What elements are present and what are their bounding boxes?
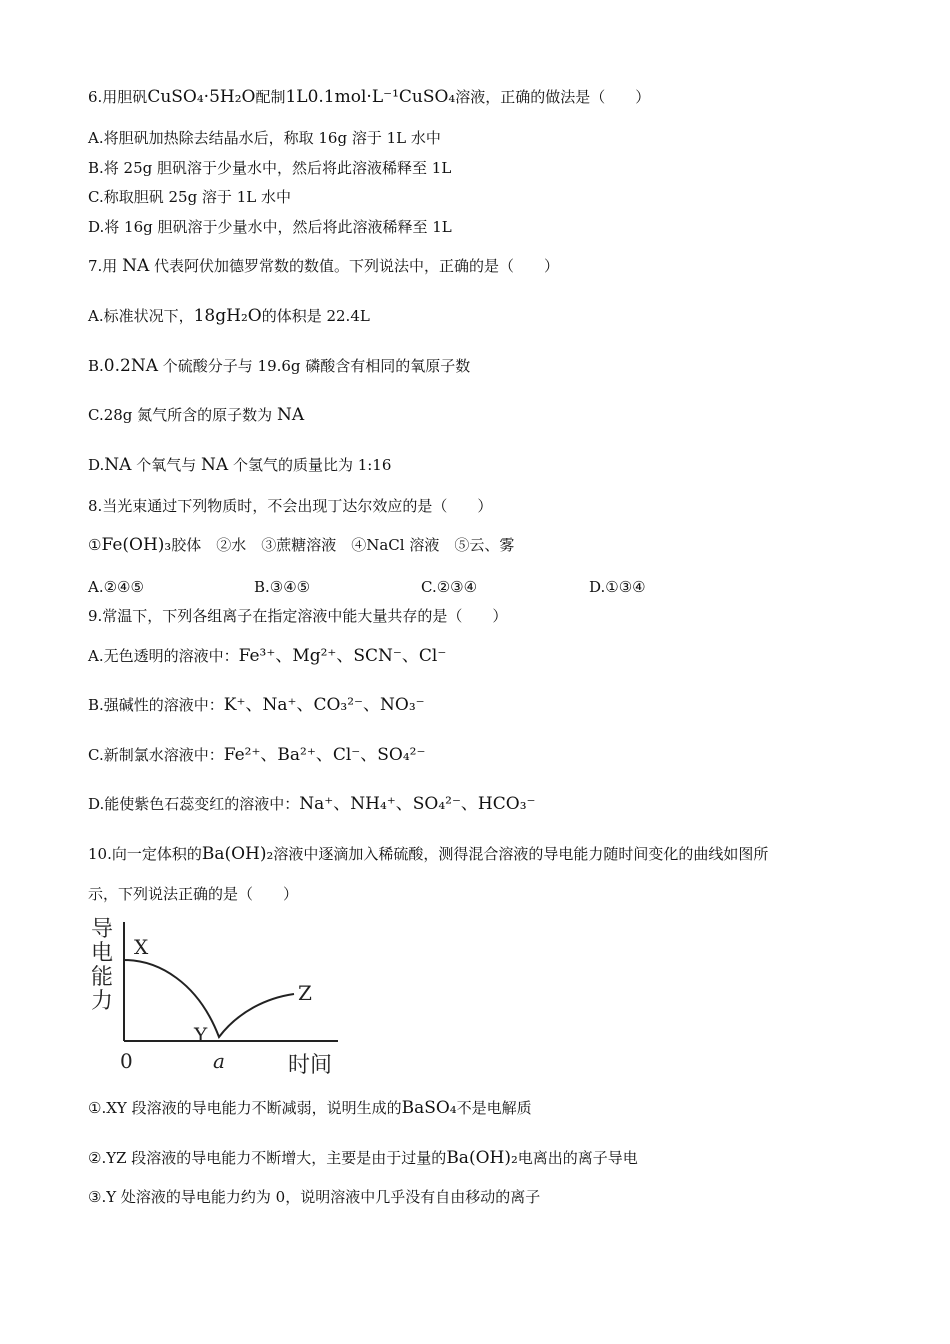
graph-label-a: a xyxy=(213,1049,225,1073)
graph-ylabel-3: 能 xyxy=(91,964,114,989)
q7-a-text-2: 的体积是 22.4L xyxy=(261,307,370,325)
q7-na: NA xyxy=(122,256,150,276)
q8-items xyxy=(88,534,514,556)
q9-option-b xyxy=(88,694,425,716)
q9-a-text: A.无色透明的溶液中： xyxy=(88,647,239,665)
q9-c-text: C.新制氯水溶液中： xyxy=(88,746,224,764)
q7-b-text-2: 个硫酸分子与 19.6g 磷酸含有相同的氧原子数 xyxy=(162,357,471,375)
q7-d-formula-1: NA xyxy=(104,455,132,475)
q6-stem xyxy=(88,86,650,108)
q8-items-text: ① xyxy=(88,536,102,554)
q10-stem xyxy=(88,843,768,865)
q9-b-ions: K⁺、Na⁺、CO₃²⁻、NO₃⁻ xyxy=(223,695,425,715)
q9-stem: 9.常温下，下列各组离子在指定溶液中能大量共存的是（ ） xyxy=(88,607,508,625)
q8-items-formula: Fe(OH)₃ xyxy=(101,535,172,555)
q10-s1-text-2: 不是电解质 xyxy=(456,1099,532,1117)
q6-stem-text-3: 溶液，正确的做法是（ ） xyxy=(455,88,651,106)
q9-option-d xyxy=(88,793,535,815)
graph-ylabel-4: 力 xyxy=(91,988,114,1013)
q8-items-text-2: 胶体 ②水 ③蔗糖溶液 ④NaCl 溶液 ⑤云、雾 xyxy=(171,536,515,554)
q7-option-b xyxy=(88,355,470,377)
q7-b-formula: 0.2NA xyxy=(103,356,158,376)
q9-c-ions: Fe²⁺、Ba²⁺、Cl⁻、SO₄²⁻ xyxy=(223,745,426,765)
graph-ylabel-1: 导 xyxy=(91,916,114,941)
graph-xlabel: 时间 xyxy=(288,1052,333,1077)
graph-curve xyxy=(124,960,294,1037)
q10-s2-text-2: 电离出的离子导电 xyxy=(517,1149,638,1167)
q9-d-ions: Na⁺、NH₄⁺、SO₄²⁻、HCO₃⁻ xyxy=(299,794,536,814)
q10-stem-formula: Ba(OH)₂ xyxy=(201,844,274,864)
graph-label-y: Y xyxy=(194,1023,208,1047)
q10-statement-3: ③.Y 处溶液的导电能力约为 0，说明溶液中几乎没有自由移动的离子 xyxy=(88,1188,541,1206)
q10-stem-continued: 示，下列说法正确的是（ ） xyxy=(88,885,299,903)
conductivity-graph xyxy=(88,912,348,1082)
q7-d-text: D. xyxy=(88,456,105,474)
graph-label-x: X xyxy=(134,935,149,959)
q9-d-text: D.能使紫色石蕊变红的溶液中： xyxy=(88,795,300,813)
q10-stem-text-2: 溶液中逐滴加入稀硫酸，测得混合溶液的导电能力随时间变化的曲线如图所 xyxy=(273,845,769,863)
q8-option-a: A.②④⑤ xyxy=(88,578,144,596)
q7-option-d xyxy=(88,454,391,476)
q7-stem-text-2: 代表阿伏加德罗常数的数值。下列说法中，正确的是（ ） xyxy=(154,257,560,275)
q10-statement-1 xyxy=(88,1097,532,1119)
q7-a-text: A.标准状况下， xyxy=(88,307,194,325)
q6-option-c: C.称取胆矾 25g 溶于 1L 水中 xyxy=(88,188,291,206)
q7-a-formula: 18gH₂O xyxy=(193,306,262,326)
q7-d-formula-2: NA xyxy=(201,455,229,475)
q6-stem-text: 6.用胆矾 xyxy=(88,88,148,106)
q7-c-text: C.28g 氮气所含的原子数为 xyxy=(88,406,273,424)
q8-option-c: C.②③④ xyxy=(421,578,478,596)
q7-option-c xyxy=(88,404,304,426)
q6-stem-text-2: 配制 xyxy=(255,88,286,106)
q8-stem: 8.当光束通过下列物质时，不会出现丁达尔效应的是（ ） xyxy=(88,497,493,515)
q9-option-a xyxy=(88,645,446,667)
q7-b-text: B. xyxy=(88,357,104,375)
q7-c-formula: NA xyxy=(276,405,305,425)
q7-d-text-3: 个氢气的质量比为 1:16 xyxy=(232,456,392,474)
q10-stem-text: 10.向一定体积的 xyxy=(88,845,202,863)
q9-b-text: B.强碱性的溶液中： xyxy=(88,696,224,714)
graph-origin: 0 xyxy=(120,1049,133,1073)
q7-stem-text: 7.用 xyxy=(88,257,118,275)
q8-option-d: D.①③④ xyxy=(589,578,646,596)
q6-option-b: B.将 25g 胆矾溶于少量水中，然后将此溶液稀释至 1L xyxy=(88,159,452,177)
q8-option-b: B.③④⑤ xyxy=(254,578,311,596)
q10-statement-2 xyxy=(88,1147,638,1169)
q10-s2-text: ②.YZ 段溶液的导电能力不断增大，主要是由于过量的 xyxy=(88,1149,447,1167)
q6-option-a: A.将胆矾加热除去结晶水后，称取 16g 溶于 1L 水中 xyxy=(88,129,441,147)
q9-a-ions: Fe³⁺、Mg²⁺、SCN⁻、Cl⁻ xyxy=(238,646,447,666)
graph-ylabel-2: 电 xyxy=(91,940,114,965)
q10-s2-formula: Ba(OH)₂ xyxy=(446,1148,518,1168)
q7-stem xyxy=(88,255,559,277)
q9-option-c xyxy=(88,744,425,766)
q7-d-text-2: 个氧气与 xyxy=(136,456,197,474)
q6-concentration: 1L0.1mol·L⁻¹CuSO₄ xyxy=(285,87,456,107)
graph-label-z: Z xyxy=(298,981,312,1005)
q6-option-d: D.将 16g 胆矾溶于少量水中，然后将此溶液稀释至 1L xyxy=(88,218,452,236)
q7-option-a xyxy=(88,305,370,327)
q6-formula: CuSO₄·5H₂O xyxy=(147,87,256,107)
q10-s1-text: ①.XY 段溶液的导电能力不断减弱，说明生成的 xyxy=(88,1099,402,1117)
q10-s1-formula: BaSO₄ xyxy=(401,1098,457,1118)
